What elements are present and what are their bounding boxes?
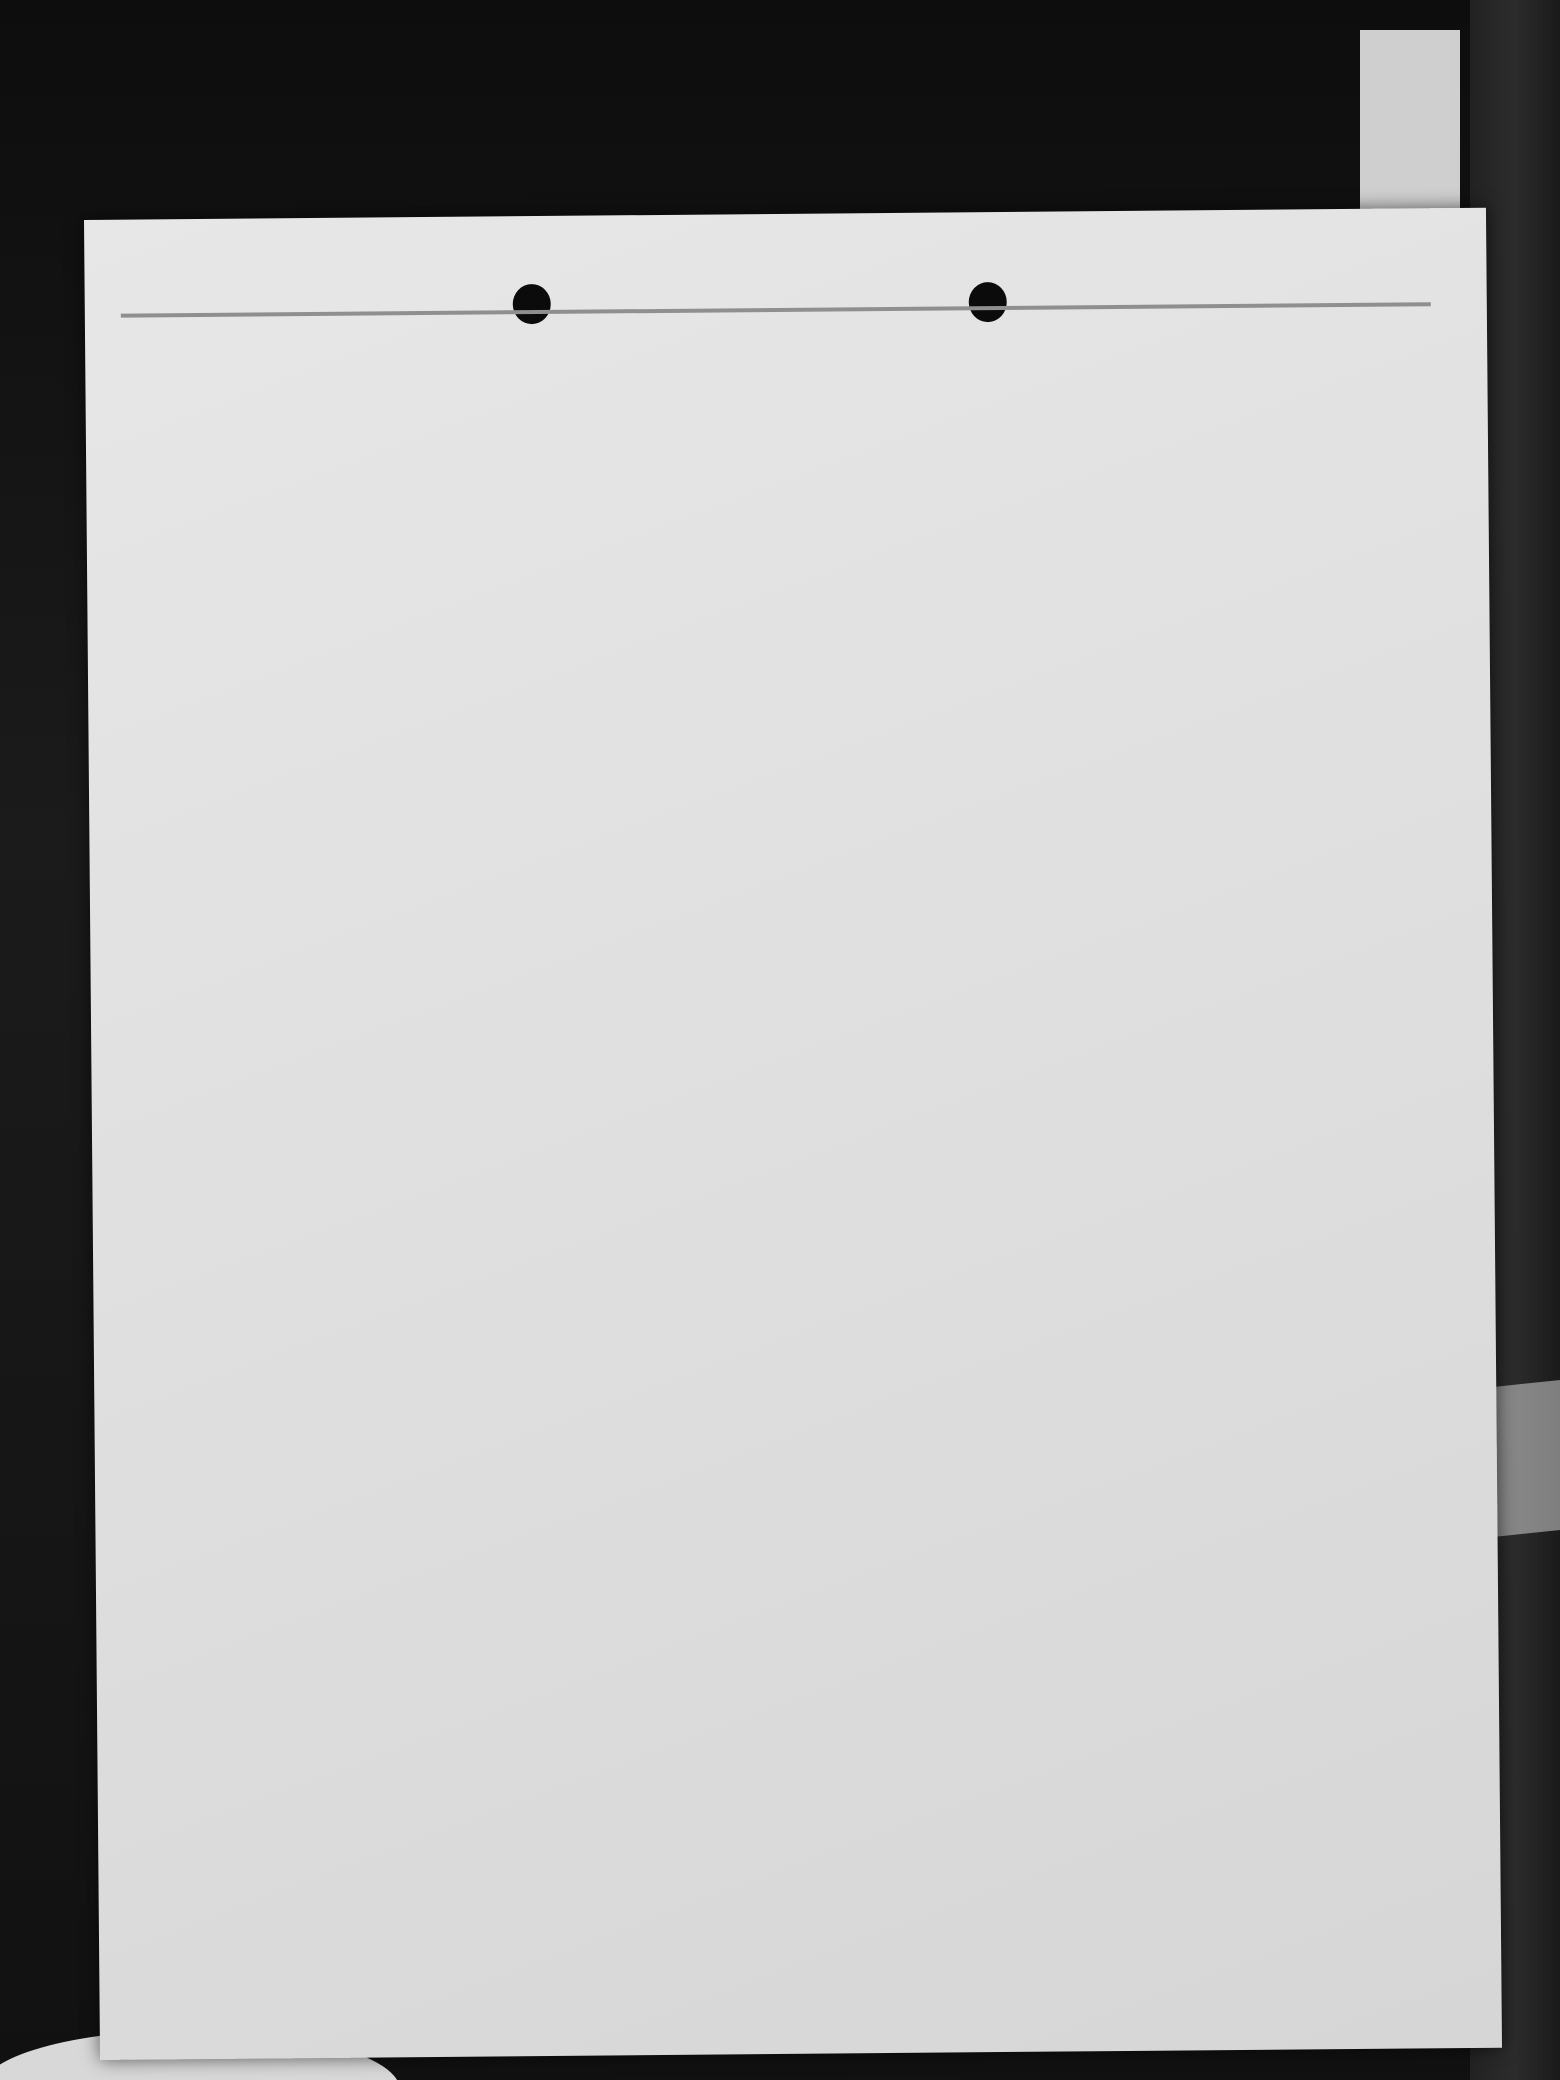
transcript-top-block: [121, 288, 1441, 300]
transcript-content: [121, 288, 1441, 318]
section-divider: [121, 302, 1431, 317]
document-page: [84, 208, 1502, 2060]
